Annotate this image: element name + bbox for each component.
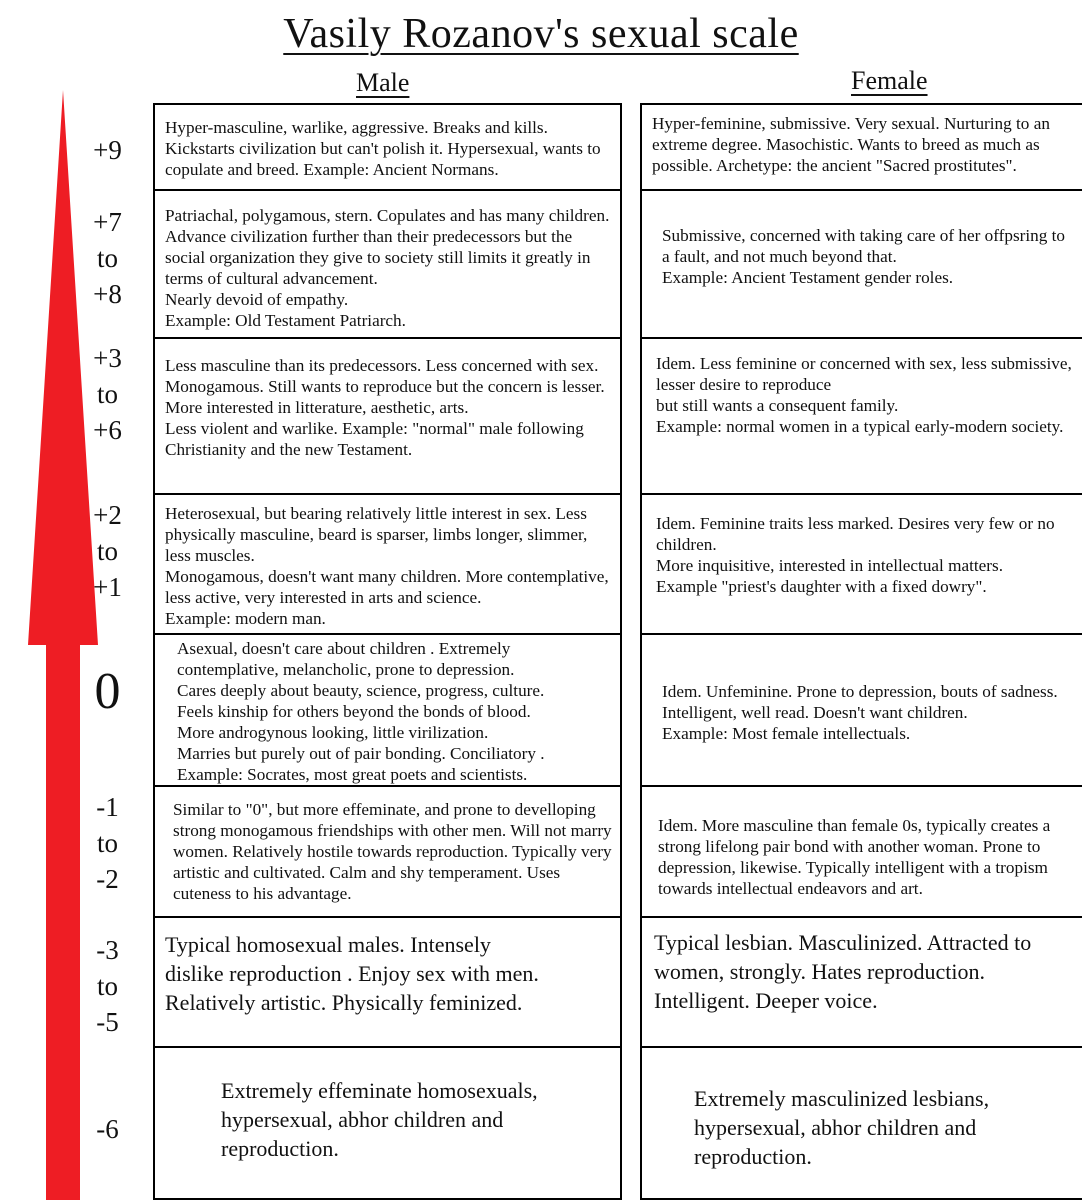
female-row-minus1-2 [640, 785, 1082, 918]
female-row-plus9-text: Hyper-feminine, submissive. Very sexual. Nurturing to an extreme degree. Masochistic. Wants to breed as much as possible. Archetype: the ancient "Sacred prostitutes". [652, 114, 1050, 175]
level-label-plus3-6: +3 to +6 [93, 343, 122, 445]
male-row-plus9 [153, 103, 622, 191]
male-row-minus6 [153, 1046, 622, 1200]
female-row-plus2-1-text: Idem. Feminine traits less marked. Desires very few or no children. More inquisitive, interested in intellectual matters. Example "priest's daughter with a fixed dowry". [656, 514, 1055, 596]
female-row-plus7-8-text: Submissive, concerned with taking care of her offpsring to a fault, and not much beyond that. Example: Ancient Testament gender roles. [662, 226, 1066, 287]
male-row-minus6-text: Extremely effeminate homosexuals, hypersexual, abhor children and reproduction. [221, 1078, 538, 1161]
male-row-zero [153, 633, 622, 787]
female-row-plus7-8 [640, 189, 1082, 339]
female-row-plus3-6 [640, 337, 1082, 495]
male-row-plus2-1 [153, 493, 622, 635]
female-row-plus9 [640, 103, 1082, 191]
level-label-plus7-8: +7 to +8 [93, 207, 122, 309]
male-row-plus7-8-text: Patriachal, polygamous, stern. Copulates and has many children. Advance civilization further than their predecessors but the social organization they give to society still limits it greatly in terms of cultural advancement. Nearly devoid of empathy. Example: Old Testament Patriarch. [165, 206, 610, 330]
male-row-minus1-2 [153, 785, 622, 918]
male-row-minus3-5 [153, 916, 622, 1048]
male-row-plus9-text: Hyper-masculine, warlike, aggressive. Breaks and kills. Kickstarts civilization but can't polish it. Hypersexual, wants to copulate and breed. Example: Ancient Normans. [165, 118, 601, 179]
page-title: Vasily Rozanov's sexual scale [283, 11, 799, 57]
male-row-plus7-8 [153, 189, 622, 339]
male-row-minus1-2-text: Similar to "0", but more effeminate, and prone to develloping strong monogamous friendships with other men. Will not marry women. Relatively hostile towards reproduction. Typically very artistic and cultivated. Calm and shy temperament. Uses cuteness to his advantage. [173, 800, 612, 903]
female-column-header: Female [851, 66, 928, 95]
male-row-plus2-1-text: Heterosexual, but bearing relatively little interest in sex. Less physically masculine, beard is sparser, limbs longer, slimmer, less muscles. Monogamous, doesn't want many children. More contemplative, less active, very interested in arts and science. Example: modern man. [165, 504, 609, 628]
level-label-minus6: -6 [96, 1114, 119, 1144]
level-label-minus3-5: -3 to -5 [96, 935, 119, 1037]
female-row-minus3-5-text: Typical lesbian. Masculinized. Attracted to women, strongly. Hates reproduction. Intelligent. Deeper voice. [654, 930, 1032, 1013]
female-row-minus1-2-text: Idem. More masculine than female 0s, typically creates a strong lifelong pair bond with another woman. Prone to depression, likewise. Typically intelligent with a tropism towards intellectual endeavors and art. [658, 816, 1051, 898]
male-row-zero-text: Asexual, doesn't care about children . Extremely contemplative, melancholic, prone to depression. Cares deeply about beauty, science, progress, culture. Feels kinship for others beyond the bonds of blood. More androgynous looking, little virilization. Marries but purely out of pair bonding. Conciliatory . Example: Socrates, most great poets and scientists. [177, 639, 545, 784]
female-row-minus6-text: Extremely masculinized lesbians, hypersexual, abhor children and reproduction. [694, 1086, 990, 1169]
male-row-plus3-6 [153, 337, 622, 495]
female-row-plus2-1 [640, 493, 1082, 635]
level-label-zero: 0 [94, 663, 121, 720]
female-row-minus6 [640, 1046, 1082, 1200]
female-row-zero-text: Idem. Unfeminine. Prone to depression, bouts of sadness. Intelligent, well read. Doesn't want children. Example: Most female intellectuals. [662, 682, 1058, 743]
male-column-header: Male [356, 68, 410, 97]
female-row-minus3-5 [640, 916, 1082, 1048]
male-row-plus3-6-text: Less masculine than its predecessors. Less concerned with sex. Monogamous. Still wants to reproduce but the concern is lesser. More interested in litterature, aesthetic, arts. Less violent and warlike. Example: "normal" male following Christianity and the new Testament. [165, 356, 605, 459]
level-label-plus9: +9 [93, 135, 122, 165]
male-row-minus3-5-text: Typical homosexual males. Intensely dislike reproduction . Enjoy sex with men. Relatively artistic. Physically feminized. [165, 932, 539, 1015]
female-row-zero [640, 633, 1082, 787]
level-label-plus2-1: +2 to +1 [93, 500, 122, 602]
female-row-plus3-6-text: Idem. Less feminine or concerned with sex, less submissive, lesser desire to reproduce but still wants a consequent family. Example: normal women in a typical early-modern society. [656, 354, 1072, 436]
level-label-minus1-2: -1 to -2 [96, 792, 119, 894]
